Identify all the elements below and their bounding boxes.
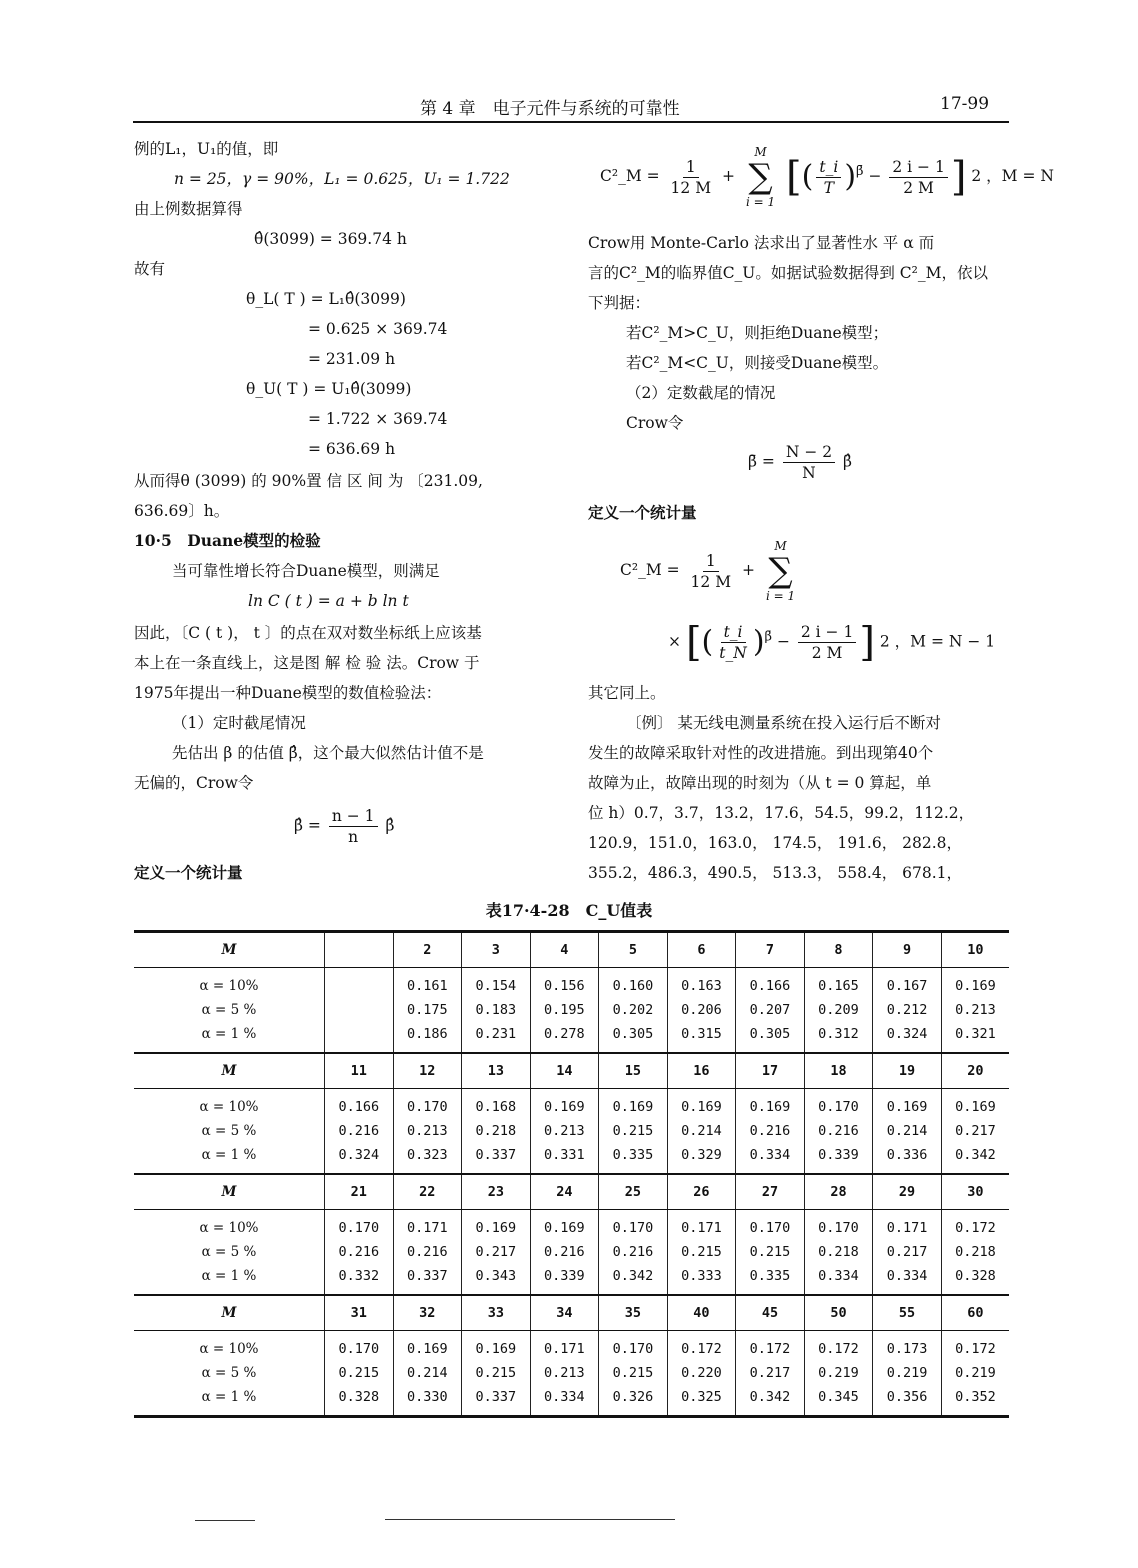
m-value-cell: 32 [393, 1295, 462, 1331]
cu-value-cell: 0.171 [873, 1210, 942, 1241]
cu-value-cell: 0.169 [599, 1089, 668, 1120]
cu-value-cell: 0.339 [530, 1264, 599, 1295]
table-header-row [134, 1053, 1009, 1089]
cu-value-cell: 0.213 [393, 1119, 462, 1143]
denominator: n [348, 828, 359, 846]
cu-value-cell: 0.214 [667, 1119, 736, 1143]
fraction: $\frac{N - 2}{N}$ [783, 442, 835, 483]
cu-value-cell: 0.305 [736, 1022, 805, 1053]
cu-value-cell: 0.161 [393, 968, 462, 999]
formula-rhs: β̂ [385, 816, 395, 835]
cu-value-table [134, 930, 1009, 1418]
cu-value-cell: 0.352 [941, 1385, 1009, 1417]
formula-line: = 636.69 h [308, 440, 396, 458]
cu-value-cell: 0.216 [804, 1119, 873, 1143]
m-value-cell: 17 [736, 1053, 805, 1089]
cu-value-cell: 0.175 [393, 998, 462, 1022]
cu-value-cell [325, 998, 394, 1022]
m-value-cell: 25 [599, 1174, 668, 1210]
cu-value-cell: 0.166 [325, 1089, 394, 1120]
table-row [134, 1264, 1009, 1295]
text-line: 若C²_M>C_U，则拒绝Duane模型； [626, 324, 889, 342]
cu-value-cell: 0.169 [736, 1089, 805, 1120]
footer-rule [385, 1519, 675, 1520]
cu-value-cell: 0.169 [873, 1089, 942, 1120]
cu-value-cell: 0.214 [393, 1361, 462, 1385]
text-line: 因此，〔C ( t )， t 〕的点在双对数坐标纸上应该基 [134, 624, 482, 642]
m-value-cell: 31 [325, 1295, 394, 1331]
cu-value-cell: 0.169 [462, 1331, 531, 1362]
cu-value-cell: 0.356 [873, 1385, 942, 1417]
table-row [134, 998, 1009, 1022]
summation-icon: M ∑ i = 1 [765, 539, 796, 603]
cu-value-cell: 0.326 [599, 1385, 668, 1417]
cu-value-cell: 0.216 [393, 1240, 462, 1264]
text-line: 定义一个统计量 [588, 503, 697, 522]
fraction: $\frac{1}{12 M}$ [670, 157, 712, 197]
table-row [134, 1240, 1009, 1264]
cu-value-cell: 0.163 [667, 968, 736, 999]
table-title: 表17·4-28 C_U值表 [485, 901, 653, 920]
m-value-cell: 33 [462, 1295, 531, 1331]
text-line: 定义一个统计量 [134, 863, 243, 882]
m-value-cell: 16 [667, 1053, 736, 1089]
formula-line: ln C ( t ) = a + b ln t [248, 592, 409, 610]
cu-value-cell: 0.219 [873, 1361, 942, 1385]
cu-value-cell: 0.218 [941, 1240, 1009, 1264]
cu-value-cell: 0.217 [873, 1240, 942, 1264]
cu-value-cell: 0.169 [530, 1210, 599, 1241]
cm-formula-failure-truncated: C²_M = $\frac{1}{12 M}$ + M ∑ i = 1 [620, 539, 796, 603]
cm-formula-continued: × [( $\frac{t\_i}{t\_N}$ )$^{\betā}$ − $\frac{2 i - 1}{2 M}$ ] 2 ，M = N − 1 [668, 619, 996, 666]
cu-value-cell: 0.215 [736, 1240, 805, 1264]
formula-line: θ_U( T ) = U₁θ̂(3099) [246, 380, 412, 398]
cu-value-cell: 0.169 [941, 1089, 1009, 1120]
cu-value-cell: 0.345 [804, 1385, 873, 1417]
m-value-cell: 26 [667, 1174, 736, 1210]
m-value-cell: 3 [462, 932, 531, 968]
text-line: 由上例数据算得 [134, 200, 243, 218]
m-value-cell: 18 [804, 1053, 873, 1089]
m-value-cell: 13 [462, 1053, 531, 1089]
m-value-cell: 30 [941, 1174, 1009, 1210]
fraction: $\frac{2 i - 1}{2 M}$ [798, 622, 856, 663]
text-line: 故障为止，故障出现的时刻为（从 t = 0 算起，单 [588, 774, 932, 792]
summation-icon: M ∑ i = 1 [745, 145, 776, 209]
text-line: 120.9，151.0，163.0， 174.5， 191.6， 282.8， [588, 834, 963, 852]
alpha-label: α = 5 % [201, 1123, 257, 1139]
m-value-cell: 7 [736, 932, 805, 968]
cu-value-cell: 0.335 [599, 1143, 668, 1174]
cu-value-cell [325, 968, 394, 999]
m-value-cell: 24 [530, 1174, 599, 1210]
cu-value-cell: 0.216 [325, 1119, 394, 1143]
cu-value-cell: 0.219 [941, 1361, 1009, 1385]
footer-rule [195, 1520, 255, 1521]
cu-value-cell: 0.337 [393, 1264, 462, 1295]
formula-lhs: β̂ = [294, 816, 321, 835]
cu-value-cell: 0.337 [462, 1143, 531, 1174]
cu-value-cell: 0.170 [599, 1331, 668, 1362]
text-line: 1975年提出一种Duane模型的数值检验法： [134, 684, 442, 702]
formula-line: = 0.625 × 369.74 [308, 320, 448, 338]
alpha-label: α = 5 % [201, 1002, 257, 1018]
m-value-cell: 45 [736, 1295, 805, 1331]
formula-lhs: C²_M = [600, 167, 660, 185]
m-value-cell: 35 [599, 1295, 668, 1331]
left-column [134, 134, 554, 894]
cu-value-cell: 0.334 [804, 1264, 873, 1295]
formula-line: = 231.09 h [308, 350, 396, 368]
cu-value-cell: 0.172 [736, 1331, 805, 1362]
alpha-label: α = 1 % [201, 1026, 257, 1042]
m-value-cell: 12 [393, 1053, 462, 1089]
fraction: $\frac{2 i - 1}{2 M}$ [889, 157, 947, 198]
m-label: M [134, 932, 325, 968]
cu-value-cell: 0.170 [325, 1331, 394, 1362]
text-line: 下判据： [588, 294, 651, 312]
cu-value-cell: 0.334 [736, 1143, 805, 1174]
cu-value-cell: 0.173 [873, 1331, 942, 1362]
cu-value-cell: 0.215 [667, 1240, 736, 1264]
m-label: M [134, 1053, 325, 1089]
alpha-label: α = 10% [199, 1341, 259, 1357]
m-value-cell: 19 [873, 1053, 942, 1089]
cu-value-cell: 0.312 [804, 1022, 873, 1053]
cu-value-cell: 0.169 [530, 1089, 599, 1120]
cu-value-cell: 0.207 [736, 998, 805, 1022]
m-value-cell [325, 932, 394, 968]
subsection-heading: （2）定数截尾的情况 [626, 384, 776, 402]
cu-value-cell: 0.170 [736, 1210, 805, 1241]
text-line: 言的C²_M的临界值C_U。如据试验数据得到 C²_M，依以 [588, 264, 988, 282]
alpha-label: α = 5 % [201, 1365, 257, 1381]
cu-value-cell: 0.216 [736, 1119, 805, 1143]
cu-value-cell: 0.206 [667, 998, 736, 1022]
beta-hat-formula [294, 806, 394, 847]
text-line: 故有 [134, 260, 166, 278]
cu-value-cell: 0.215 [462, 1361, 531, 1385]
cu-value-cell: 0.342 [599, 1264, 668, 1295]
text-line: 本上在一条直线上，这是图 解 检 验 法。Crow 于 [134, 654, 480, 672]
cu-value-cell: 0.171 [393, 1210, 462, 1241]
table-header-row [134, 1174, 1009, 1210]
header-rule [133, 121, 1009, 123]
cu-value-cell: 0.169 [941, 968, 1009, 999]
cu-value-cell: 0.217 [736, 1361, 805, 1385]
cu-value-cell: 0.217 [462, 1240, 531, 1264]
cu-value-cell: 0.220 [667, 1361, 736, 1385]
cu-value-cell: 0.167 [873, 968, 942, 999]
cu-value-cell: 0.216 [599, 1240, 668, 1264]
text-line: 〔例〕 某无线电测量系统在投入运行后不断对 [626, 714, 941, 732]
fraction: $\frac{t\_i}{t\_N}$ [719, 623, 747, 662]
cu-value-cell: 0.165 [804, 968, 873, 999]
cu-value-cell: 0.170 [804, 1210, 873, 1241]
m-value-cell: 8 [804, 932, 873, 968]
m-value-cell: 23 [462, 1174, 531, 1210]
cu-value-cell: 0.154 [462, 968, 531, 999]
beta-bar-formula: β̄ = $\frac{N - 2}{N}$ β̂ [748, 443, 852, 482]
table-row [134, 1331, 1009, 1362]
cu-value-cell: 0.183 [462, 998, 531, 1022]
m-value-cell: 11 [325, 1053, 394, 1089]
right-column [588, 134, 1054, 894]
cu-value-cell: 0.333 [667, 1264, 736, 1295]
cu-value-cell: 0.213 [941, 998, 1009, 1022]
m-value-cell: 34 [530, 1295, 599, 1331]
cu-value-cell: 0.329 [667, 1143, 736, 1174]
table-header-row [134, 932, 1009, 968]
cu-value-cell: 0.332 [325, 1264, 394, 1295]
cu-value-cell: 0.195 [530, 998, 599, 1022]
text-line: Crow用 Monte-Carlo 法求出了显著性水 平 α 而 [588, 234, 935, 252]
cu-value-cell: 0.169 [667, 1089, 736, 1120]
table-row [134, 1210, 1009, 1241]
table-row [134, 1022, 1009, 1053]
text-line: 其它同上。 [588, 684, 666, 702]
text-line: 位 h）0.7，3.7，13.2，17.6，54.5，99.2，112.2， [588, 804, 975, 822]
m-value-cell: 29 [873, 1174, 942, 1210]
cu-value-cell: 0.213 [530, 1361, 599, 1385]
text-line: 无偏的，Crow令 [134, 774, 254, 792]
m-value-cell: 40 [667, 1295, 736, 1331]
alpha-label: α = 10% [199, 1099, 259, 1115]
cu-value-cell: 0.323 [393, 1143, 462, 1174]
table-row [134, 1089, 1009, 1120]
cu-value-cell: 0.331 [530, 1143, 599, 1174]
text-line: n = 25，γ = 90%，L₁ = 0.625，U₁ = 1.722 [174, 170, 510, 188]
cu-value-cell: 0.202 [599, 998, 668, 1022]
cu-value-cell: 0.217 [941, 1119, 1009, 1143]
m-value-cell: 10 [941, 932, 1009, 968]
text-line: 355.2，486.3，490.5， 513.3， 558.4， 678.1， [588, 864, 963, 882]
cu-value-cell: 0.169 [462, 1210, 531, 1241]
cu-value-cell: 0.215 [599, 1361, 668, 1385]
cu-value-cell: 0.342 [941, 1143, 1009, 1174]
cu-value-cell: 0.330 [393, 1385, 462, 1417]
cu-value-cell: 0.305 [599, 1022, 668, 1053]
m-value-cell: 21 [325, 1174, 394, 1210]
m-value-cell: 22 [393, 1174, 462, 1210]
alpha-label: α = 10% [199, 978, 259, 994]
cu-value-cell: 0.218 [462, 1119, 531, 1143]
cu-value-cell: 0.219 [804, 1361, 873, 1385]
cu-value-cell: 0.216 [325, 1240, 394, 1264]
text-line: 例的L₁，U₁的值，即 [134, 140, 279, 158]
cu-value-cell: 0.215 [325, 1361, 394, 1385]
m-label: M [134, 1295, 325, 1331]
table-row [134, 1119, 1009, 1143]
cu-value-cell: 0.160 [599, 968, 668, 999]
cu-value-cell: 0.171 [530, 1331, 599, 1362]
formula-line: θ̂(3099) = 369.74 h [254, 230, 407, 248]
formula-line: = 1.722 × 369.74 [308, 410, 448, 428]
cu-value-cell: 0.172 [941, 1210, 1009, 1241]
cu-value-cell: 0.169 [393, 1331, 462, 1362]
fraction: $\frac{1}{12 M}$ [690, 551, 732, 591]
cu-value-cell: 0.337 [462, 1385, 531, 1417]
cu-value-cell: 0.170 [393, 1089, 462, 1120]
cu-value-cell: 0.213 [530, 1119, 599, 1143]
cu-value-cell: 0.171 [667, 1210, 736, 1241]
cu-value-cell: 0.324 [325, 1143, 394, 1174]
m-value-cell: 9 [873, 932, 942, 968]
cu-value-cell: 0.278 [530, 1022, 599, 1053]
m-value-cell: 60 [941, 1295, 1009, 1331]
cu-value-cell: 0.343 [462, 1264, 531, 1295]
text-line: 当可靠性增长符合Duane模型，则满足 [172, 562, 440, 580]
cu-value-cell: 0.328 [325, 1385, 394, 1417]
cu-value-cell: 0.214 [873, 1119, 942, 1143]
cu-value-cell: 0.339 [804, 1143, 873, 1174]
m-value-cell: 6 [667, 932, 736, 968]
cu-value-cell: 0.315 [667, 1022, 736, 1053]
text-line: 先估出 β 的估值 β̂，这个最大似然估计值不是 [172, 744, 484, 762]
page-number: 17-99 [940, 94, 990, 114]
m-value-cell: 4 [530, 932, 599, 968]
m-value-cell: 55 [873, 1295, 942, 1331]
alpha-label: α = 1 % [201, 1147, 257, 1163]
text-line: 若C²_M<C_U，则接受Duane模型。 [626, 354, 889, 372]
cu-value-cell: 0.334 [873, 1264, 942, 1295]
table-row [134, 1361, 1009, 1385]
m-value-cell: 5 [599, 932, 668, 968]
cu-value-cell: 0.324 [873, 1022, 942, 1053]
cm-formula-time-truncated: C²_M = $\frac{1}{12 M}$ + M ∑ i = 1 [( $\frac{t\_i}{T}$ )$^{\betā}$ − $\frac{2 i - 1}{2 M}$ ] 2 ，M = N [600, 145, 1054, 209]
section-heading: 10·5 Duane模型的检验 [134, 531, 321, 550]
cu-value-cell: 0.218 [804, 1240, 873, 1264]
m-value-cell: 50 [804, 1295, 873, 1331]
fraction [329, 806, 378, 847]
cu-value-cell: 0.325 [667, 1385, 736, 1417]
cu-value-cell: 0.170 [599, 1210, 668, 1241]
cu-value-cell: 0.215 [599, 1119, 668, 1143]
cu-value-cell: 0.186 [393, 1022, 462, 1053]
cu-value-cell [325, 1022, 394, 1053]
text-line: Crow令 [626, 414, 684, 432]
text-line: 636.69〕h。 [134, 502, 230, 520]
m-value-cell: 14 [530, 1053, 599, 1089]
cu-value-cell: 0.342 [736, 1385, 805, 1417]
table-row [134, 1143, 1009, 1174]
cu-value-cell: 0.212 [873, 998, 942, 1022]
table-row [134, 968, 1009, 999]
m-label: M [134, 1174, 325, 1210]
cu-value-cell: 0.216 [530, 1240, 599, 1264]
alpha-label: α = 1 % [201, 1268, 257, 1284]
numerator: n − 1 [329, 806, 378, 827]
cu-value-cell: 0.170 [804, 1089, 873, 1120]
m-value-cell: 20 [941, 1053, 1009, 1089]
cu-value-cell: 0.170 [325, 1210, 394, 1241]
text-line: 发生的故障采取针对性的改进措施。到出现第40个 [588, 744, 934, 762]
text-line: 从而得θ (3099) 的 90%置 信 区 间 为 〔231.09, [134, 472, 483, 490]
cu-value-cell: 0.209 [804, 998, 873, 1022]
cu-value-cell: 0.172 [804, 1331, 873, 1362]
cu-value-cell: 0.166 [736, 968, 805, 999]
cu-value-cell: 0.321 [941, 1022, 1009, 1053]
cu-value-cell: 0.172 [667, 1331, 736, 1362]
alpha-label: α = 5 % [201, 1244, 257, 1260]
m-value-cell: 15 [599, 1053, 668, 1089]
cu-value-cell: 0.168 [462, 1089, 531, 1120]
alpha-label: α = 1 % [134, 1385, 325, 1417]
cu-value-cell: 0.328 [941, 1264, 1009, 1295]
table-header-row [134, 1295, 1009, 1331]
cu-value-cell: 0.334 [530, 1385, 599, 1417]
m-value-cell: 27 [736, 1174, 805, 1210]
fraction: $\frac{t\_i}{T}$ [816, 157, 841, 198]
cu-value-cell: 0.335 [736, 1264, 805, 1295]
m-value-cell: 2 [393, 932, 462, 968]
formula-line: θ_L( T ) = L₁θ̂(3099) [246, 290, 406, 308]
cu-value-cell: 0.172 [941, 1331, 1009, 1362]
chapter-title: 第 4 章 电子元件与系统的可靠性 [420, 99, 680, 119]
cu-value-cell: 0.231 [462, 1022, 531, 1053]
table-row [134, 1385, 1009, 1417]
subsection-heading: （1）定时截尾情况 [172, 714, 306, 732]
alpha-label: α = 10% [199, 1220, 259, 1236]
m-value-cell: 28 [804, 1174, 873, 1210]
cu-value-cell: 0.336 [873, 1143, 942, 1174]
cu-value-cell: 0.156 [530, 968, 599, 999]
